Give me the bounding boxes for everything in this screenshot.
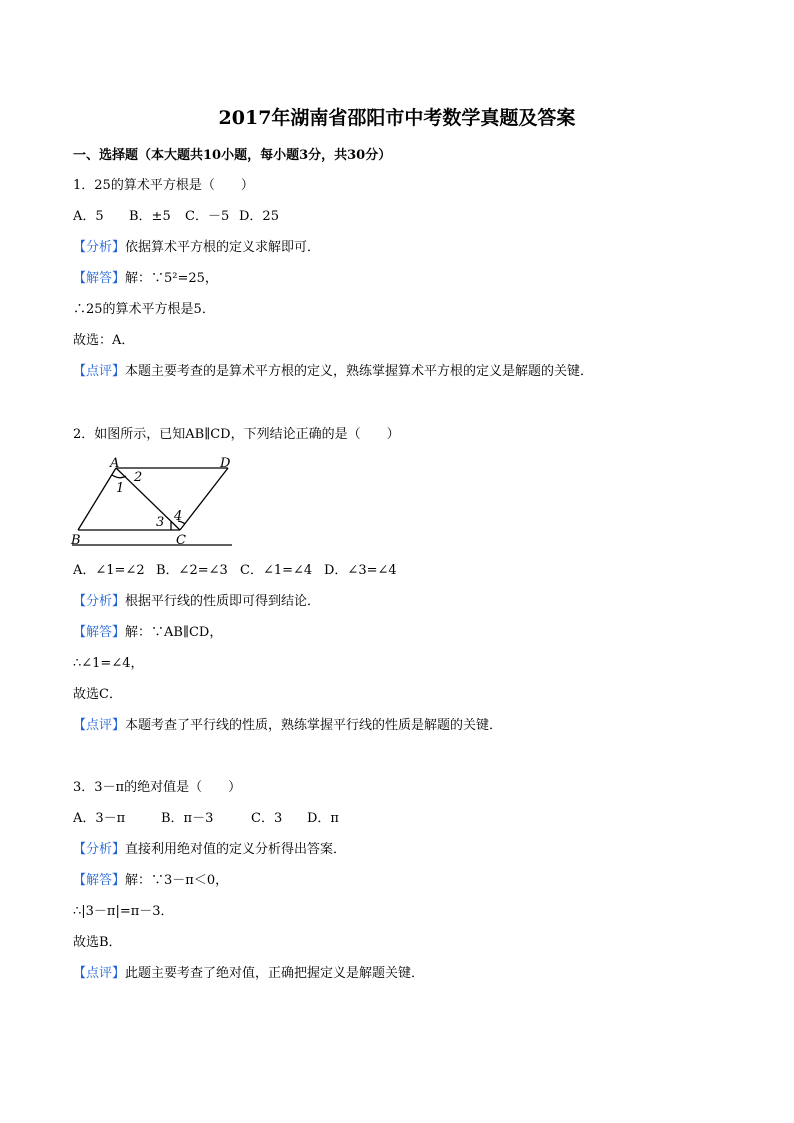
q3-option-d: D．π (307, 811, 339, 826)
q1-answer (73, 271, 218, 287)
comment-tag: 【点评】 (73, 966, 126, 981)
q3-option-a: A．3－π (73, 811, 126, 826)
line-ac (116, 468, 183, 530)
q1-option-c: C．－5 (185, 209, 230, 224)
label-angle-1: 1 (116, 481, 125, 496)
q2-option-b: B．∠2=∠3 (156, 563, 228, 578)
q1-answer-line-1: 解：∵5²=25， (125, 271, 218, 286)
label-a: A (110, 456, 120, 471)
line-ab (78, 468, 116, 530)
label-c: C (176, 533, 186, 548)
analysis-tag: 【分析】 (73, 594, 126, 609)
q2-analysis (73, 594, 320, 610)
q2-answer-line-3: 故选C． (73, 687, 122, 702)
answer-tag: 【解答】 (73, 271, 126, 286)
q3-options (73, 811, 339, 827)
q1-option-d: D．25 (239, 209, 279, 224)
q2-answer-line-1: 解：∵AB∥CD， (125, 625, 223, 640)
answer-tag: 【解答】 (73, 625, 126, 640)
parallel-lines-figure (68, 452, 238, 550)
document-title: 2017年湖南省邵阳市中考数学真题及答案 (218, 107, 576, 129)
q1-answer-line-3: 故选：A． (73, 333, 135, 348)
q3-answer-line-3: 故选B． (73, 935, 122, 950)
q2-options (73, 563, 397, 579)
q3-analysis-text: 直接利用绝对值的定义分析得出答案． (125, 842, 347, 857)
q1-options (73, 209, 279, 225)
q3-option-b: B．π－3 (161, 811, 214, 826)
answer-tag: 【解答】 (73, 873, 126, 888)
q2-option-d: D．∠3=∠4 (324, 563, 397, 578)
label-d: D (220, 456, 231, 471)
q3-comment (73, 966, 424, 982)
comment-tag: 【点评】 (73, 364, 126, 379)
q1-answer-line-2: ∴25的算术平方根是5． (73, 302, 215, 317)
q2-option-a: A．∠1=∠2 (73, 563, 145, 578)
line-dc (180, 468, 228, 530)
q3-analysis (73, 842, 346, 858)
q3-answer-line-1: 解：∵3－π＜0， (125, 873, 229, 888)
section-heading: 一、选择题（本大题共10小题，每小题3分，共30分） (73, 148, 392, 163)
q1-option-b: B．±5 (129, 209, 171, 224)
q1-analysis (73, 240, 320, 256)
label-angle-3: 3 (156, 515, 165, 530)
q2-comment (73, 718, 502, 734)
q3-answer-line-2: ∴|3－π|=π－3． (73, 904, 174, 919)
q2-answer-line-2: ∴∠1=∠4， (73, 656, 144, 671)
q2-analysis-text: 根据平行线的性质即可得到结论． (125, 594, 321, 609)
q3-stem: 3．3－π的绝对值是（ ） (73, 780, 242, 795)
q2-stem: 2．如图所示，已知AB∥CD，下列结论正确的是（ ） (73, 427, 400, 442)
q2-comment-text: 本题考查了平行线的性质，熟练掌握平行线的性质是解题的关键． (125, 718, 503, 733)
label-angle-4: 4 (174, 509, 183, 524)
label-angle-2: 2 (134, 470, 143, 485)
q1-option-a: A．5 (73, 209, 104, 224)
q1-analysis-text: 依据算术平方根的定义求解即可． (125, 240, 321, 255)
q3-option-c: C．3 (251, 811, 283, 826)
q3-comment-text: 此题主要考查了绝对值，正确把握定义是解题关键． (125, 966, 425, 981)
analysis-tag: 【分析】 (73, 240, 126, 255)
q3-answer (73, 873, 228, 889)
comment-tag: 【点评】 (73, 718, 126, 733)
q1-stem: 1．25的算术平方根是（ ） (73, 178, 254, 193)
label-b: B (71, 533, 81, 548)
q2-option-c: C．∠1=∠4 (240, 563, 313, 578)
q2-answer (73, 625, 222, 641)
q1-comment-text: 本题主要考查的是算术平方根的定义，熟练掌握算术平方根的定义是解题的关键． (125, 364, 594, 379)
analysis-tag: 【分析】 (73, 842, 126, 857)
q1-comment (73, 364, 593, 380)
